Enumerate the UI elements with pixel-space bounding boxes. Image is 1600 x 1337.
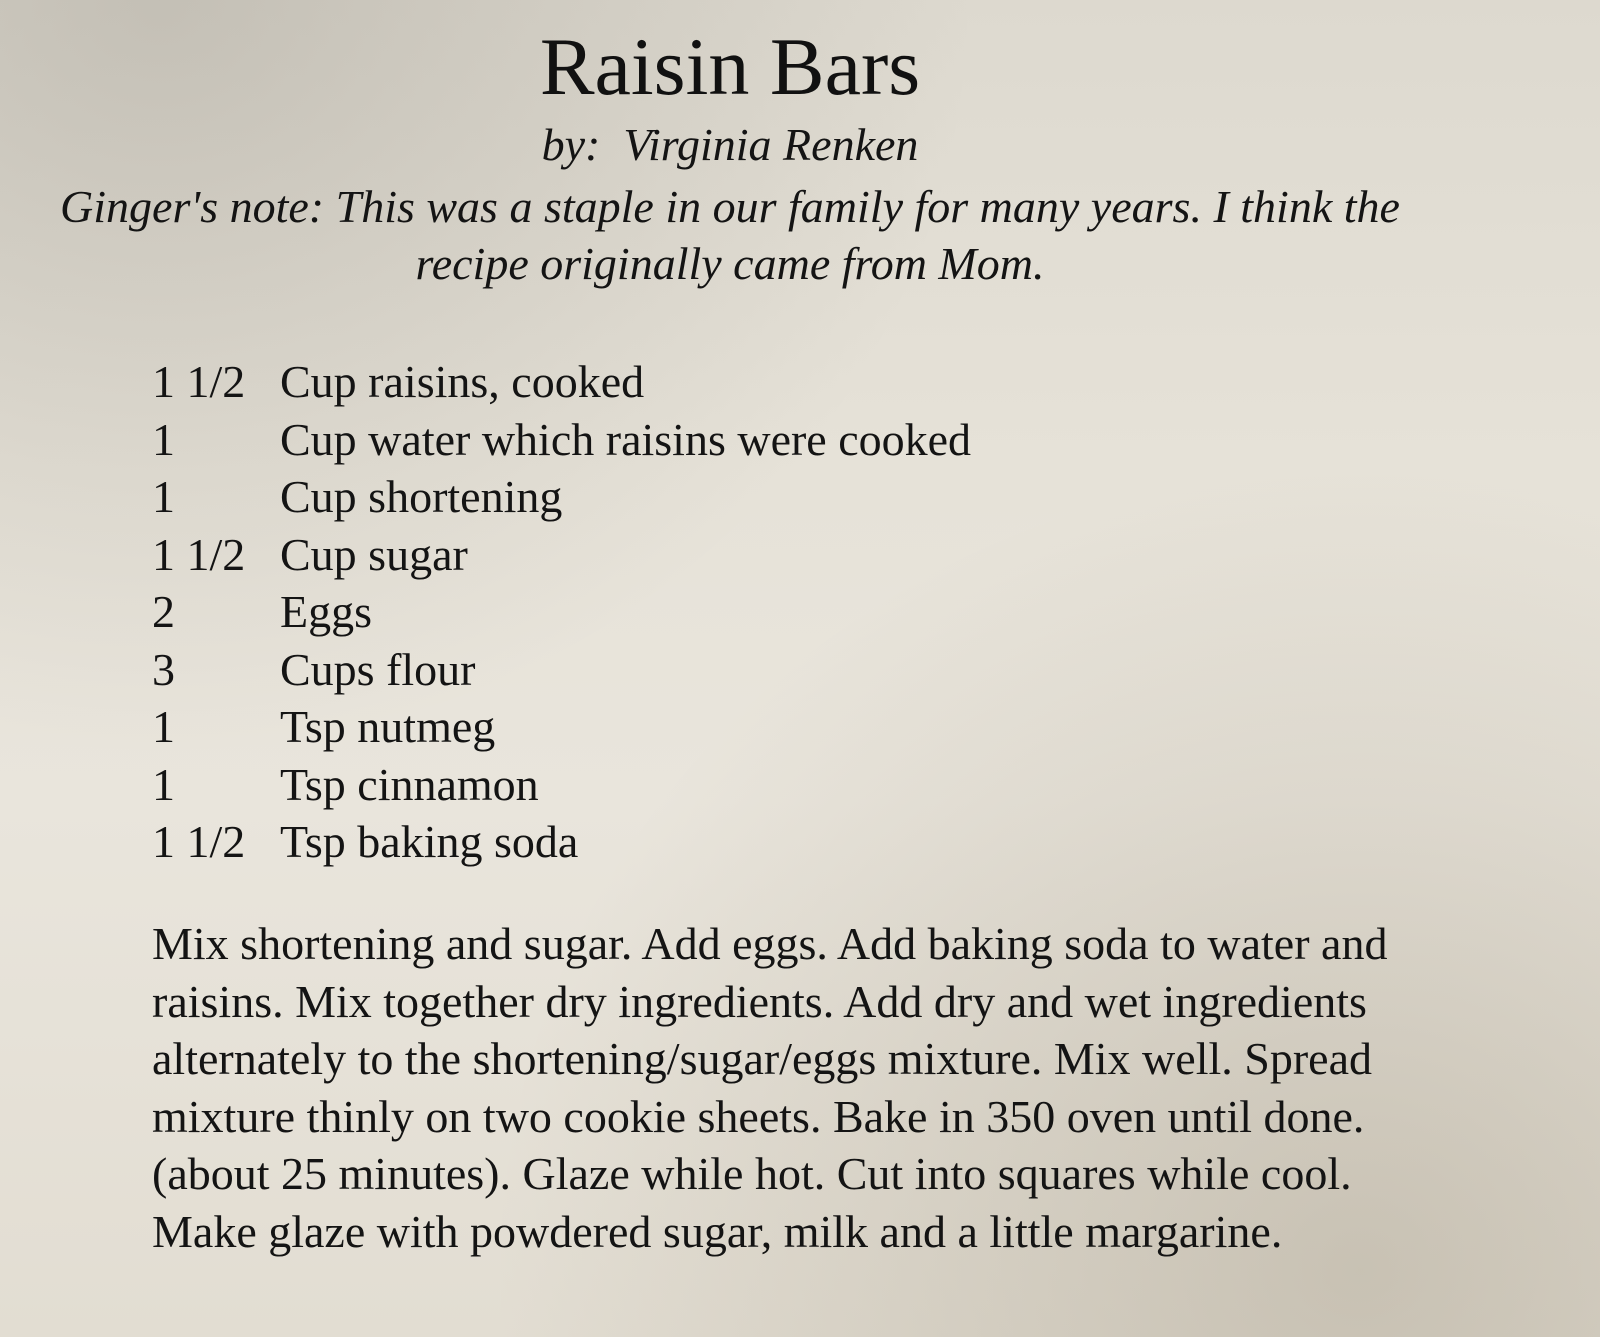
recipe-note	[0, 178, 1470, 292]
ingredient-quantity: 1	[152, 471, 175, 522]
directions-line: raisins. Mix together dry ingredients. Add dry and wet ingredients	[152, 975, 1367, 1027]
ingredient-row	[152, 353, 971, 411]
ingredient-name: Tsp nutmeg	[280, 701, 496, 752]
ingredient-quantity: 1	[152, 758, 175, 810]
directions-line: mixture thinly on two cookie sheets. Bake in 350 oven until done.	[152, 1090, 1365, 1142]
directions-line: Mix shortening and sugar. Add eggs. Add baking soda to water and	[152, 918, 1388, 969]
recipe-note-line-1: Ginger's note: This was a staple in our family for many years. I think the	[60, 181, 1400, 232]
directions-line: alternately to the shortening/sugar/eggs mixture. Mix well. Spread	[152, 1033, 1372, 1084]
ingredient-row	[152, 526, 971, 584]
recipe-byline: by: Virginia Renken	[541, 119, 919, 170]
ingredient-name: Eggs	[280, 586, 372, 637]
ingredient-row	[152, 411, 971, 469]
recipe-directions	[152, 915, 1522, 1260]
ingredient-quantity: 3	[152, 643, 175, 695]
ingredient-name: Cup shortening	[280, 471, 563, 522]
directions-line: Make glaze with powdered sugar, milk and a little margarine.	[152, 1205, 1283, 1257]
ingredient-name: Cup raisins, cooked	[280, 356, 645, 407]
ingredient-name: Tsp baking soda	[280, 816, 579, 867]
ingredient-row	[152, 756, 971, 814]
ingredient-row	[152, 813, 971, 871]
ingredient-list	[152, 353, 971, 871]
recipe-note-line-2: recipe originally came from Mom.	[415, 238, 1045, 289]
ingredient-quantity: 1	[152, 413, 175, 465]
recipe-title: Raisin Bars	[539, 21, 921, 112]
ingredient-row	[152, 641, 971, 699]
ingredient-name: Cup sugar	[280, 528, 468, 580]
ingredient-quantity: 1 1/2	[152, 528, 246, 580]
ingredient-quantity: 1 1/2	[152, 816, 246, 867]
ingredient-quantity: 2	[152, 586, 175, 637]
directions-line: (about 25 minutes). Glaze while hot. Cut into squares while cool.	[152, 1148, 1352, 1199]
ingredient-row	[152, 698, 971, 756]
ingredient-name: Cups flour	[280, 643, 476, 695]
ingredient-name: Cup water which raisins were cooked	[280, 413, 972, 465]
ingredient-quantity: 1	[152, 701, 175, 752]
ingredient-quantity: 1 1/2	[152, 356, 246, 407]
ingredient-row	[152, 583, 971, 641]
ingredient-name: Tsp cinnamon	[280, 758, 539, 810]
ingredient-row	[152, 468, 971, 526]
